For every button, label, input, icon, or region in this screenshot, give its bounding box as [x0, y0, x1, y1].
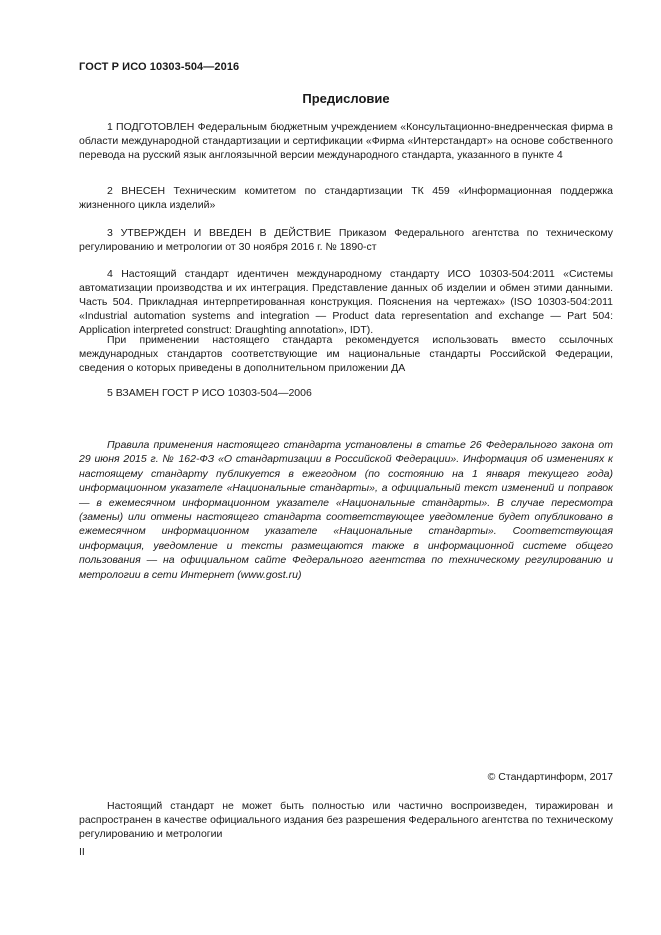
standard-code-header: ГОСТ Р ИСО 10303-504—2016: [79, 61, 240, 73]
paragraph-application-note: При применении настоящего стандарта рекомендуется использовать вместо ссылочных международных стандартов соответствующие им национальные стандарты Российской Федерации, сведения о которых приведены в дополнительном приложении ДА: [79, 334, 613, 374]
paragraph-prepared-by: 1 ПОДГОТОВЛЕН Федеральным бюджетным учреждением «Консультационно-внедренческая фирма в области международной стандартизации и сертификации «Фирма «Интерстандарт» на основе собственного перевода на русский язык англоязычной версии международного стандарта, указанного в пункте 4: [79, 121, 613, 161]
paragraph-replaces: 5 ВЗАМЕН ГОСТ Р ИСО 10303-504—2006: [107, 387, 312, 399]
paragraph-identical-standard: 4 Настоящий стандарт идентичен международному стандарту ИСО 10303-504:2011 «Системы автоматизации производства и их интеграция. Представление данных об изделии и обмен этими данными. Часть 504. Прикладная интерпретированная конструкция. Пояснения на чертежах» (ISO 10303-504:2011 «Industrial automation systems and integration — Product data representation and exchange — Part 504: Application interpreted construct: Draughting annotation», IDT).: [79, 268, 613, 336]
reproduction-notice: Настоящий стандарт не может быть полностью или частично воспроизведен, тиражирован и распространен в качестве официального издания без разрешения Федерального агентства по техническому регулированию и метрологии: [79, 800, 613, 840]
paragraph-submitted-by: 2 ВНЕСЕН Техническим комитетом по стандартизации ТК 459 «Информационная поддержка жизненного цикла изделий»: [79, 185, 613, 211]
paragraph-approved: 3 УТВЕРЖДЕН И ВВЕДЕН В ДЕЙСТВИЕ Приказом Федерального агентства по техническому регулированию и метрологии от 30 ноября 2016 г. № 1890-ст: [79, 227, 613, 253]
copyright-line: © Стандартинформ, 2017: [487, 771, 613, 783]
page-number: II: [79, 846, 85, 858]
application-rules-notice: Правила применения настоящего стандарта установлены в статье 26 Федерального закона от 29 июня 2015 г. № 162-ФЗ «О стандартизации в Российской Федерации». Информация об изменениях к настоящему стандарту публикуется в ежегодном (по состоянию на 1 января текущего года) информационном указателе «Национальные стандарты», а официальный текст изменений и поправок — в ежемесячном информационном указателе «Национальные стандарты». В случае пересмотра (замены) или отмены настоящего стандарта соответствующее уведомление будет опубликовано в ежемесячном информационном указателе «Национальные стандарты». Соответствующая информация, уведомление и тексты размещаются также в информационной системе общего пользования — на официальном сайте Федерального агентства по техническому регулированию и метрологии в сети Интернет (www.gost.ru): [79, 439, 613, 581]
page-title: Предисловие: [302, 91, 390, 106]
